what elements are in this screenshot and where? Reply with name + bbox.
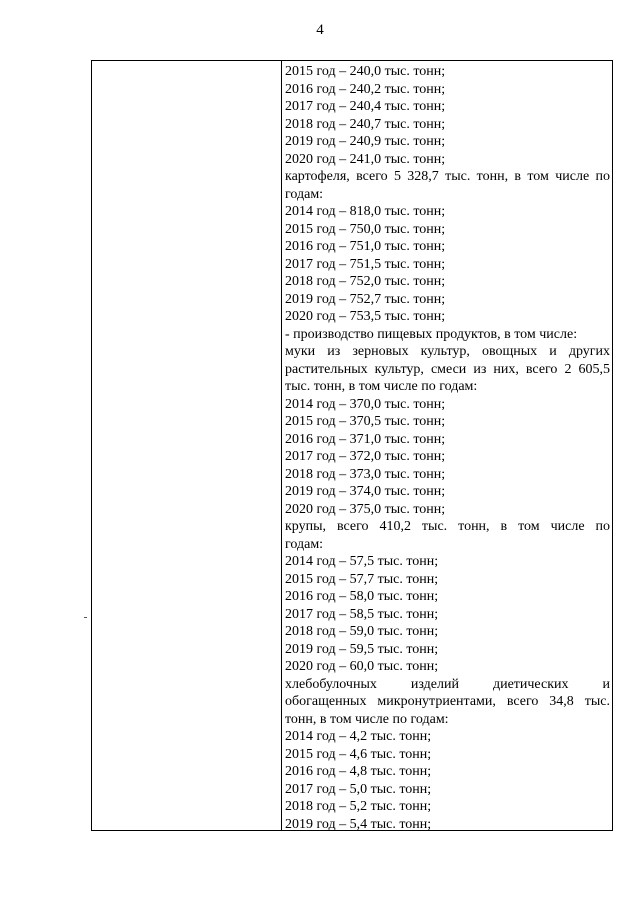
text-line: 2018 год – 5,2 тыс. тонн; [285,799,432,814]
text-line: 2020 год – 60,0 тыс. тонн; [285,659,439,674]
text-line: 2018 год – 752,0 тыс. тонн; [285,274,446,289]
text-line: 2015 год – 57,7 тыс. тонн; [285,571,439,587]
text-line: годам: [285,536,324,552]
text-line: - производство пищевых продуктов, в том числе: [285,326,578,342]
text-line: 2015 год – 370,5 тыс. тонн; [285,414,446,429]
text-line: 2015 год – 750,0 тыс. тонн; [285,221,446,237]
text-line: 2017 год – 751,5 тыс. тонн; [285,256,446,272]
text-line: 2016 год – 751,0 тыс. тонн; [285,239,446,254]
text-line: 2019 год – 752,7 тыс. тонн; [285,291,446,307]
text-line: тонн, в том числе по годам: [285,711,449,727]
scan-mark [84,617,87,618]
text-line: 2019 год – 374,0 тыс. тонн; [285,484,446,499]
text-line: картофеля, всего 5 328,7 тыс. тонн, в том числе по [285,169,610,184]
text-line: 2017 год – 5,0 тыс. тонн; [285,781,432,797]
text-line: 2017 год – 240,4 тыс. тонн; [285,99,446,114]
text-line: крупы, всего 410,2 тыс. тонн, в том числе по [285,519,610,534]
text-line: 2020 год – 753,5 тыс. тонн; [285,309,446,324]
text-line: 2018 год – 373,0 тыс. тонн; [285,466,446,482]
text-line: 2016 год – 58,0 тыс. тонн; [285,589,439,604]
page-number: 4 [316,22,324,38]
text-line: растительных культур, смеси из них, всего 2 605,5 [285,361,610,377]
text-line: 2015 год – 240,0 тыс. тонн; [285,64,446,79]
text-line: 2018 год – 240,7 тыс. тонн; [285,116,446,132]
text-line: 2014 год – 370,0 тыс. тонн; [285,396,446,412]
table-right-column [285,63,610,833]
text-line: 2016 год – 371,0 тыс. тонн; [285,431,446,447]
text-line: 2017 год – 372,0 тыс. тонн; [285,449,446,464]
text-line: 2014 год – 4,2 тыс. тонн; [285,729,432,744]
text-line: 2015 год – 4,6 тыс. тонн; [285,746,432,762]
text-line: 2016 год – 240,2 тыс. тонн; [285,81,446,97]
text-line: 2019 год – 5,4 тыс. тонн; [285,816,432,832]
text-line: 2014 год – 818,0 тыс. тонн; [285,204,446,219]
text-line: 2018 год – 59,0 тыс. тонн; [285,624,439,639]
text-line: 2019 год – 59,5 тыс. тонн; [285,641,439,657]
text-line: муки из зерновых культур, овощных и других [285,344,610,359]
text-line: 2020 год – 375,0 тыс. тонн; [285,501,446,517]
text-line: годам: [285,186,324,202]
document-table [91,60,613,831]
text-line: обогащенных микронутриентами, всего 34,8 тыс. [285,694,610,709]
text-line: хлебобулочных изделий диетических и [285,676,610,692]
text-line: 2017 год – 58,5 тыс. тонн; [285,606,439,622]
text-line: 2020 год – 241,0 тыс. тонн; [285,151,446,167]
text-line: тыс. тонн, в том числе по годам: [285,379,478,394]
text-line: 2019 год – 240,9 тыс. тонн; [285,134,446,149]
table-left-column [92,61,282,830]
text-line: 2016 год – 4,8 тыс. тонн; [285,764,432,779]
text-line: 2014 год – 57,5 тыс. тонн; [285,554,439,569]
